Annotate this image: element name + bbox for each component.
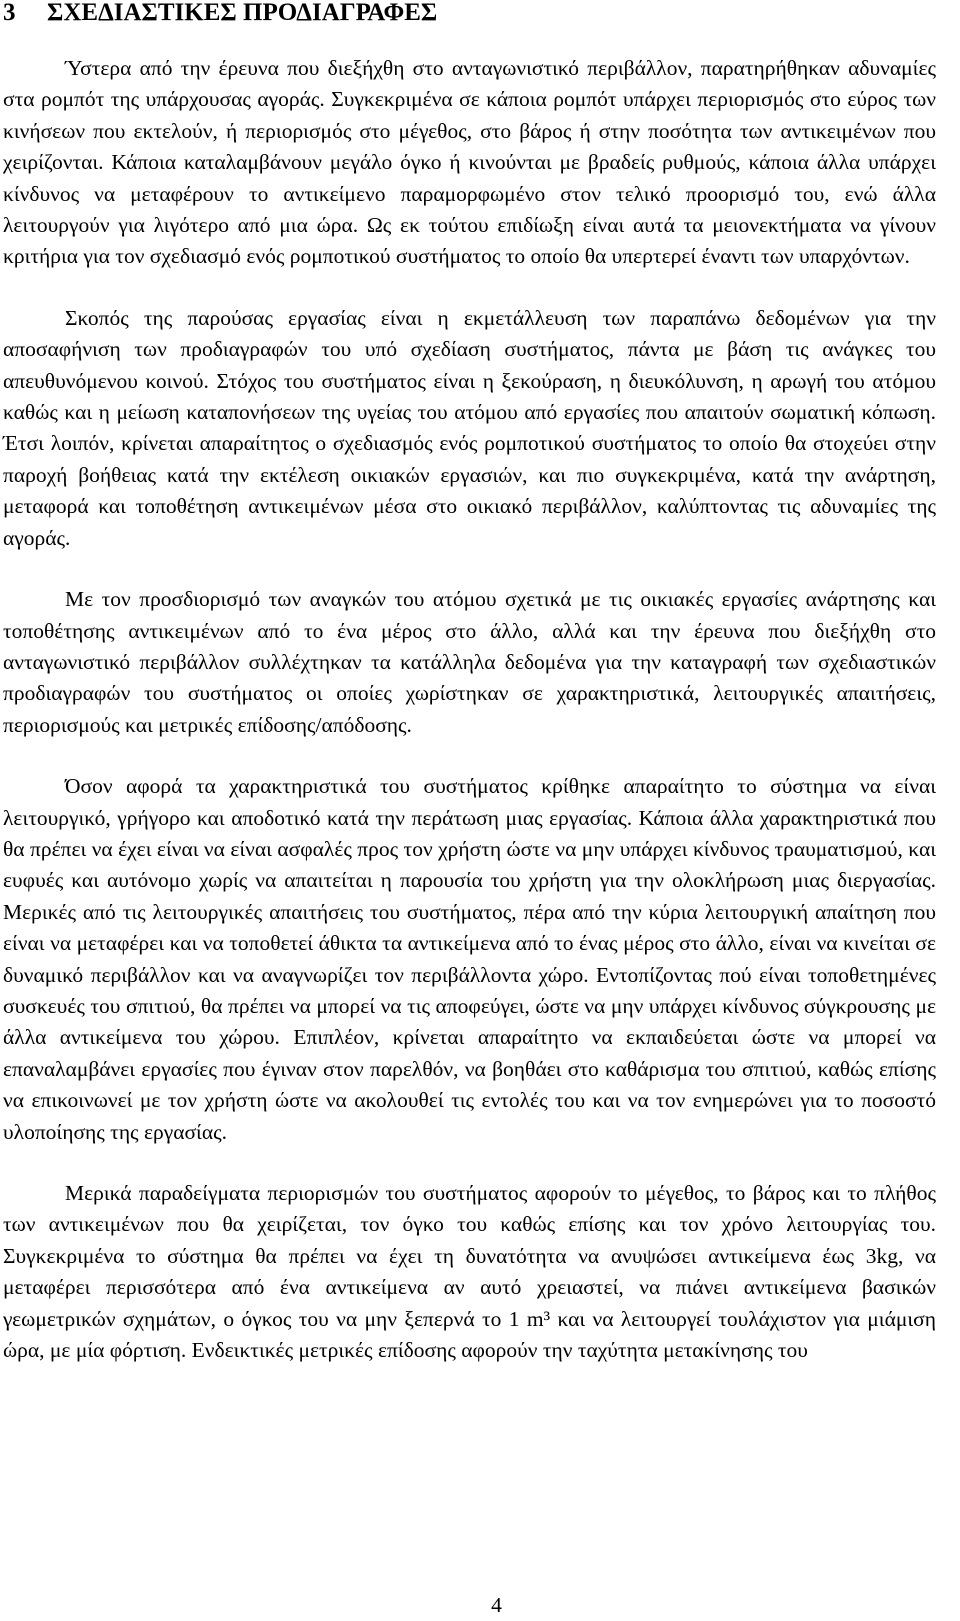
section-title: ΣΧΕΔΙΑΣΤΙΚΕΣ ΠΡΟΔΙΑΓΡΑΦΕΣ: [47, 0, 438, 26]
page-number: 4: [491, 1593, 502, 1617]
section-heading: [3, 0, 936, 26]
paragraph: Όσον αφορά τα χαρακτηριστικά του συστήματος κρίθηκε απαραίτητο το σύστημα να είναι λειτουργικό, γρήγορο και αποδοτικό κατά την περάτωση μιας εργασίας. Κάποια άλλα χαρακτηριστικά που θα πρέπει να έχει είναι να είναι ασφαλές προς τον χρήστη ώστε να μην υπάρχει κίνδυνος τραυματισμού, και ευφυές και αυτόνομο χωρίς να απαιτείται η παρουσία του χρήστη για την ολοκλήρωση μιας διεργασίας. Μερικές από τις λειτουργικές απαιτήσεις του συστήματος, πέρα από την κύρια λειτουργική απαίτηση που είναι να μεταφέρει και να τοποθετεί άθικτα τα αντικείμενα από το ένας μέρος στο άλλο, είναι να κινείται σε δυναμικό περιβάλλον και να αναγνωρίζει τον περιβάλλοντα χώρο. Εντοπίζοντας πού είναι τοποθετημένες συσκευές του σπιτιού, θα πρέπει να μπορεί να τις αποφεύγει, ώστε να μην υπάρχει κίνδυνος σύγκρουσης με άλλα αντικείμενα του χώρου. Επιπλέον, κρίνεται απαραίτητο να εκπαιδεύεται ώστε να μπορεί να επαναλαμβάνει εργασίες που έγιναν στον παρελθόν, να βοηθάει στο καθάρισμα του σπιτιού, καθώς επίσης να επικοινωνεί με τον χρήστη ώστε να ακολουθεί τις εντολές του και να τον ενημερώνει για το ποσοστό υλοποίησης της εργασίας.: [3, 774, 936, 1144]
paragraph: Ύστερα από την έρευνα που διεξήχθη στο ανταγωνιστικό περιβάλλον, παρατηρήθηκαν αδυναμίες στα ρομπότ της υπάρχουσας αγοράς. Συγκεκριμένα σε κάποια ρομπότ υπάρχει περιορισμός στο εύρος των κινήσεων που εκτελούν, ή περιορισμός στο μέγεθος, στο βάρος ή στην ποσότητα των αντικειμένων που χειρίζονται. Κάποια καταλαμβάνουν μεγάλο όγκο ή κινούνται με βραδείς ρυθμούς, κάποια άλλα υπάρχει κίνδυνος να μεταφέρουν το αντικείμενο παραμορφωμένο στον τελικό προορισμό του, ενώ άλλα λειτουργούν για λιγότερο από μια ώρα. Ως εκ τούτου επιδίωξη είναι αυτά τα μειονεκτήματα να γίνουν κριτήρια για τον σχεδιασμό ενός ρομποτικού συστήματος το οποίο θα υπερτερεί έναντι των υπαρχόντων.: [3, 56, 936, 269]
body-text: [3, 53, 936, 1366]
section-number: 3: [3, 0, 16, 26]
paragraph: Μερικά παραδείγματα περιορισμών του συστήματος αφορούν το μέγεθος, το βάρος και το πλήθος των αντικειμένων που θα χειρίζεται, τον όγκο του καθώς επίσης και τον χρόνο λειτουργίας του. Συγκεκριμένα το σύστημα θα πρέπει να έχει τη δυνατότητα να ανυψώσει αντικείμενα έως 3kg, να μεταφέρει περισσότερα από ένα αντικείμενα αν αυτό χρειαστεί, να πιάνει αντικείμενα βασικών γεωμετρικών σχημάτων, ο όγκος του να μην ξεπερνά το 1 m³ και να λειτουργεί τουλάχιστον για μιάμιση ώρα, με μία φόρτιση. Ενδεικτικές μετρικές επίδοσης αφορούν την ταχύτητα μετακίνησης του: [3, 1181, 936, 1363]
paragraph: Σκοπός της παρούσας εργασίας είναι η εκμετάλλευση των παραπάνω δεδομένων για την αποσαφήνιση των προδιαγραφών του υπό σχεδίαση συστήματος, πάντα με βάση τις ανάγκες του απευθυνόμενου κοινού. Στόχος του συστήματος είναι η ξεκούραση, η διευκόλυνση, η αρωγή του ατόμου καθώς και η μείωση καταπονήσεων της υγείας του ατόμου από εργασίες που απαιτούν σωματική κόπωση. Έτσι λοιπόν, κρίνεται απαραίτητος ο σχεδιασμός ενός ρομποτικού συστήματος το οποίο θα στοχεύει στην παροχή βοήθειας κατά την εκτέλεση οικιακών εργασιών, και πιο συγκεκριμένα, κατά την ανάρτηση, μεταφορά και τοποθέτηση αντικειμένων μέσα στο οικιακό περιβάλλον, καλύπτοντας τις αδυναμίες της αγοράς.: [3, 305, 936, 550]
paragraph: Με τον προσδιορισμό των αναγκών του ατόμου σχετικά με τις οικιακές εργασίες ανάρτησης και τοποθέτησης αντικειμένων από το ένα μέρος στο άλλο, αλλά και την έρευνα που διεξήχθη στο ανταγωνιστικό περιβάλλον συλλέχτηκαν τα κατάλληλα δεδομένα για την καταγραφή των σχεδιαστικών προδιαγραφών του συστήματος οι οποίες χωρίστηκαν σε χαρακτηριστικά, λειτουργικές απαιτήσεις, περιορισμούς και μετρικές επίδοσης/απόδοσης.: [3, 587, 936, 737]
